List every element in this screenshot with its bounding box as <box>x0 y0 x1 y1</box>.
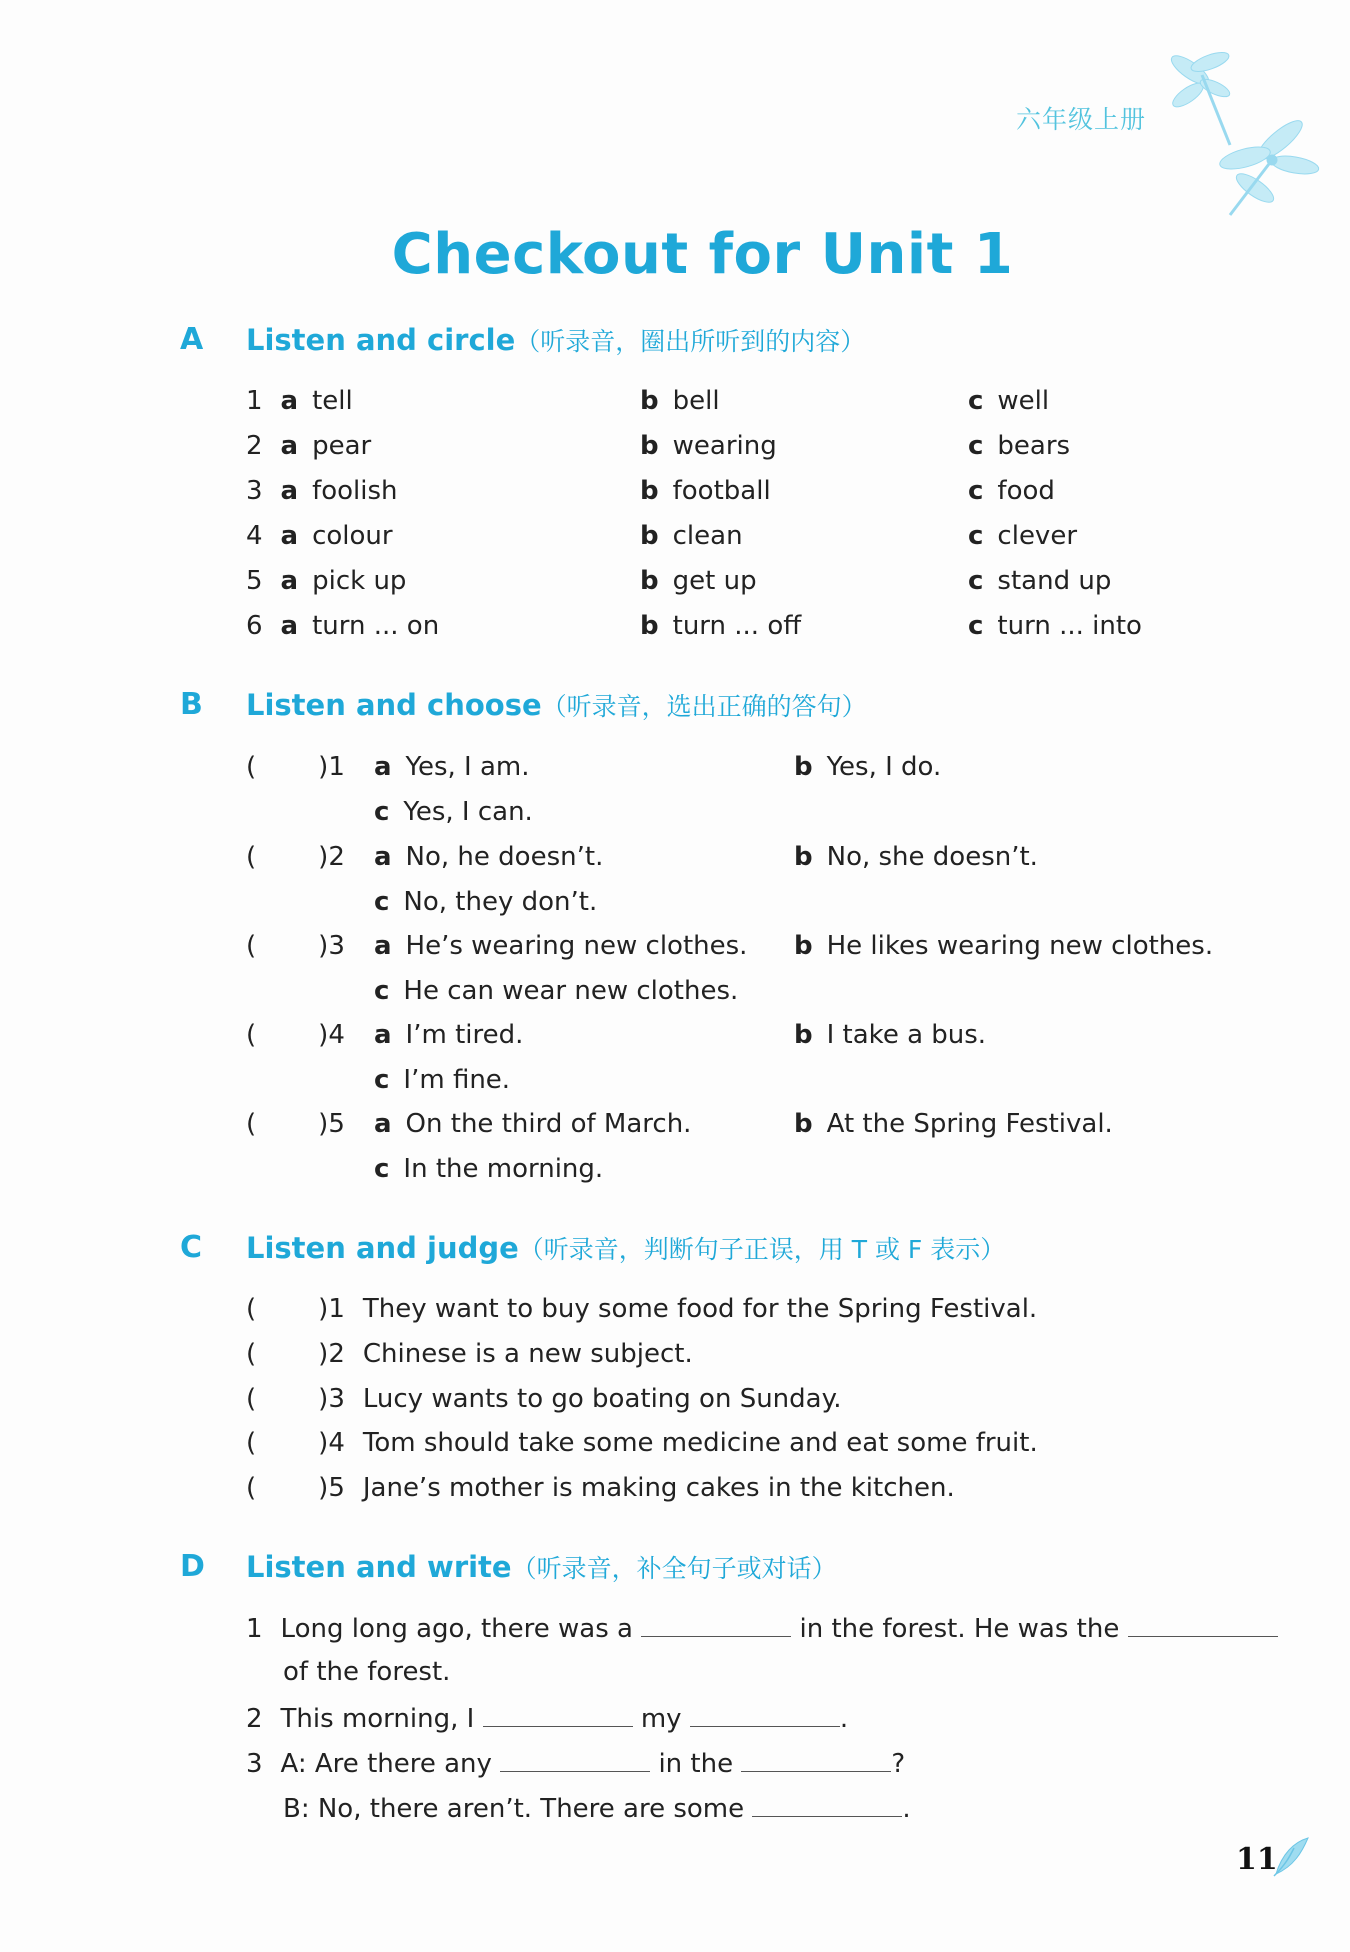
option-c: c In the morning. <box>374 1154 604 1184</box>
list-item <box>968 476 1055 506</box>
section-a-heading <box>246 322 865 358</box>
list-item <box>640 611 801 641</box>
option-a-text: pick up <box>312 566 407 596</box>
option-b-text: clean <box>672 521 743 551</box>
option-a-text: colour <box>312 521 393 551</box>
option-c-label: c <box>968 566 984 596</box>
option-b: b No, she doesn’t. <box>794 842 1038 872</box>
grade-label: 六年级上册 <box>1016 105 1147 134</box>
option-b-label: b <box>640 521 659 551</box>
option-b: b Yes, I do. <box>794 752 942 782</box>
option-b-text: football <box>672 476 771 506</box>
list-item <box>968 566 1111 596</box>
list-item: 1 Long long ago, there was a in the forest. He was the <box>246 1612 1278 1644</box>
list-item <box>246 521 393 551</box>
option-c: c Yes, I can. <box>374 797 533 827</box>
section-d-letter: D <box>180 1549 205 1584</box>
answer-bracket[interactable]: ( ) <box>246 1339 329 1369</box>
section-b-letter: B <box>180 687 203 722</box>
option-b: b He likes wearing new clothes. <box>794 931 1214 961</box>
answer-bracket[interactable]: ( )5 <box>246 1109 345 1139</box>
option-b-label: b <box>640 611 659 641</box>
section-d-title: Listen and write <box>246 1550 512 1584</box>
item-number: 4 <box>328 1020 345 1050</box>
list-item <box>968 386 1049 416</box>
option-c-text: bears <box>997 431 1071 461</box>
answer-bracket[interactable]: ( ) <box>246 1473 329 1503</box>
page-number: 11 <box>1236 1842 1278 1877</box>
blank-field[interactable] <box>641 1612 791 1637</box>
list-item <box>968 521 1077 551</box>
list-item: 2 This morning, I my . <box>246 1704 849 1734</box>
list-item-continuation: of the forest. <box>283 1657 451 1687</box>
item-number: 4 <box>246 521 263 551</box>
list-item: ( )2 Chinese is a new subject. <box>246 1339 693 1369</box>
option-c: c No, they don’t. <box>374 887 598 917</box>
list-item: ( )3 Lucy wants to go boating on Sunday. <box>246 1384 842 1414</box>
list-item <box>246 566 406 596</box>
list-item <box>246 431 371 461</box>
option-a-text: pear <box>312 431 372 461</box>
list-item <box>640 521 743 551</box>
list-item <box>640 431 777 461</box>
option-a: a On the third of March. <box>374 1109 692 1139</box>
item-number: 2 <box>246 431 263 461</box>
answer-bracket[interactable]: ( ) <box>246 1294 329 1324</box>
option-c-label: c <box>968 431 984 461</box>
option-a-text: tell <box>312 386 353 416</box>
option-c-text: turn ... into <box>997 611 1142 641</box>
section-d-instructions: （听录音，补全句子或对话） <box>511 1554 837 1583</box>
option-b-text: bell <box>672 386 720 416</box>
option-a: a Yes, I am. <box>374 752 530 782</box>
option-c-label: c <box>968 611 984 641</box>
option-a-text: turn ... on <box>312 611 440 641</box>
option-c-label: c <box>968 521 984 551</box>
option-a-label: a <box>280 431 299 461</box>
option-c: c I’m fine. <box>374 1065 511 1095</box>
list-item-continuation: B: No, there aren’t. There are some . <box>283 1794 911 1824</box>
list-item: ( )4 Tom should take some medicine and eat some fruit. <box>246 1428 1038 1458</box>
option-a: a I’m tired. <box>374 1020 524 1050</box>
section-a-letter: A <box>180 322 204 357</box>
answer-bracket[interactable]: ( )1 <box>246 752 345 782</box>
option-c-label: c <box>968 386 984 416</box>
section-c-heading <box>246 1230 1005 1266</box>
list-item <box>246 386 353 416</box>
item-number: 5 <box>246 566 263 596</box>
option-b-label: b <box>640 431 659 461</box>
section-c-title: Listen and judge <box>246 1231 519 1265</box>
blank-field[interactable] <box>483 1702 633 1727</box>
section-b-instructions: （听录音，选出正确的答句） <box>541 692 867 721</box>
list-item: ( )1 They want to buy some food for the Spring Festival. <box>246 1294 1038 1324</box>
section-b-heading <box>246 687 867 723</box>
answer-bracket[interactable]: ( )2 <box>246 842 345 872</box>
option-b: b I take a bus. <box>794 1020 987 1050</box>
list-item: 3 A: Are there any in the ? <box>246 1749 906 1779</box>
blank-field[interactable] <box>1128 1612 1278 1637</box>
item-number: 6 <box>246 611 263 641</box>
item-number: 1 <box>246 386 263 416</box>
section-b-title: Listen and choose <box>246 688 542 722</box>
list-item <box>246 476 398 506</box>
option-b-text: turn ... off <box>672 611 802 641</box>
option-b-text: wearing <box>672 431 777 461</box>
option-c-text: well <box>997 386 1050 416</box>
option-c-text: stand up <box>997 566 1112 596</box>
option-c-text: clever <box>997 521 1078 551</box>
answer-bracket[interactable]: ( )4 <box>246 1020 345 1050</box>
list-item <box>968 431 1070 461</box>
option-c-label: c <box>968 476 984 506</box>
option-b-label: b <box>640 386 659 416</box>
option-a-label: a <box>280 521 299 551</box>
answer-bracket[interactable]: ( )3 <box>246 931 345 961</box>
option-a-label: a <box>280 611 299 641</box>
option-b-label: b <box>640 566 659 596</box>
blank-field[interactable] <box>500 1747 650 1772</box>
item-number: 2 <box>328 842 345 872</box>
blank-field[interactable] <box>752 1792 902 1817</box>
section-c-instructions: （听录音，判断句子正误，用 T 或 F 表示） <box>518 1235 1006 1264</box>
list-item <box>640 566 757 596</box>
blank-field[interactable] <box>741 1747 891 1772</box>
option-b: b At the Spring Festival. <box>794 1109 1113 1139</box>
option-b-label: b <box>640 476 659 506</box>
leaf-icon <box>1272 1834 1312 1878</box>
section-a-instructions: （听录音，圈出所听到的内容） <box>515 327 866 356</box>
option-c-text: food <box>997 476 1055 506</box>
option-c: c He can wear new clothes. <box>374 976 739 1006</box>
list-item <box>640 476 771 506</box>
answer-bracket[interactable]: ( ) <box>246 1428 329 1458</box>
list-item <box>246 611 439 641</box>
blank-field[interactable] <box>690 1702 840 1727</box>
section-a-title: Listen and circle <box>246 323 516 357</box>
section-c-letter: C <box>180 1230 203 1265</box>
item-number: 3 <box>246 476 263 506</box>
option-a: a He’s wearing new clothes. <box>374 931 748 961</box>
item-number: 1 <box>328 752 345 782</box>
option-a-label: a <box>280 386 299 416</box>
list-item <box>640 386 720 416</box>
option-a-label: a <box>280 476 299 506</box>
page-title: Checkout for Unit 1 <box>391 222 1014 287</box>
list-item <box>968 611 1142 641</box>
section-d-heading <box>246 1549 837 1585</box>
option-a-label: a <box>280 566 299 596</box>
dragonfly-icon-2 <box>1210 110 1320 220</box>
answer-bracket[interactable]: ( ) <box>246 1384 329 1414</box>
option-a: a No, he doesn’t. <box>374 842 604 872</box>
option-b-text: get up <box>672 566 757 596</box>
list-item: ( )5 Jane’s mother is making cakes in the kitchen. <box>246 1473 955 1503</box>
item-number: 5 <box>328 1109 345 1139</box>
item-number: 3 <box>328 931 345 961</box>
option-a-text: foolish <box>312 476 398 506</box>
